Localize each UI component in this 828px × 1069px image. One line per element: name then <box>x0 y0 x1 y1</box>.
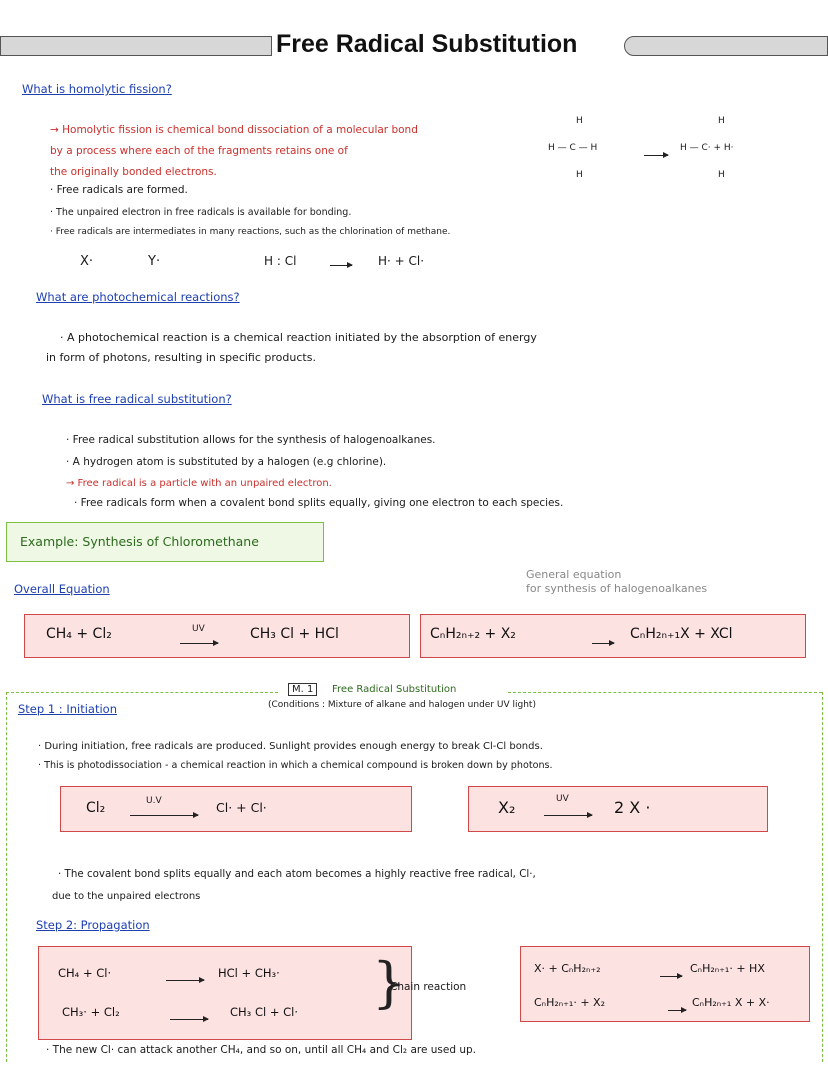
radical-bottom-h: H <box>718 170 725 180</box>
init-bullet-1: · During initiation, free radicals are produced. Sunlight provides enough energy to break Cl-Cl bonds. <box>38 741 543 752</box>
homolytic-bullet-2: · The unpaired electron in free radicals is available for bonding. <box>50 207 352 218</box>
prop-g1-right: CₙH₂ₙ₊₁· + HX <box>690 962 765 975</box>
init-eq2-arrow <box>540 808 596 821</box>
example-label: Example: Synthesis of Chloromethane <box>20 534 259 549</box>
chain-reaction-label: Chain reaction <box>390 981 467 993</box>
methane-bottom-h: H <box>576 170 583 180</box>
methane-top-h: H <box>576 116 583 126</box>
methane-arrow <box>640 148 672 161</box>
m1-conditions: (Conditions : Mixture of alkane and halogen under UV light) <box>268 700 536 710</box>
init-eq1-right: Cl· + Cl· <box>216 800 267 815</box>
general-eq-right: CₙH₂ₙ₊₁X + XCl <box>630 626 733 642</box>
step2-label: Step 2: Propagation <box>36 918 150 932</box>
prop-eq1-left: CH₄ + Cl· <box>58 966 112 980</box>
prop-eq2-left: CH₃· + Cl₂ <box>62 1005 120 1019</box>
m1-dash-right <box>508 692 822 693</box>
prop-g2-right: CₙH₂ₙ₊₁ X + X· <box>692 996 770 1009</box>
prop-eq1-arrow <box>162 973 208 986</box>
general-note-1: General equation <box>526 568 622 581</box>
question-photochemical: What are photochemical reactions? <box>36 290 240 304</box>
hcl-right: H· + Cl· <box>378 254 425 268</box>
frs-bullet-1: · Free radical substitution allows for the synthesis of halogenoalkanes. <box>66 434 436 446</box>
overall-eq-arrow <box>176 636 222 649</box>
init-note-1: · The covalent bond splits equally and each atom becomes a highly reactive free radical, Cl·, <box>58 868 536 880</box>
prop-eq1-right: HCl + CH₃· <box>218 966 280 980</box>
frs-bullet-4: · Free radicals form when a covalent bond splits equally, giving one electron to each species. <box>74 497 564 509</box>
init-eq2-right: 2 X · <box>614 798 651 817</box>
prop-g1-left: X· + CₙH₂ₙ₊₂ <box>534 962 601 975</box>
m1-dash-left <box>6 692 278 693</box>
init-note-2: due to the unpaired electrons <box>52 891 201 902</box>
homolytic-def-2: by a process where each of the fragments retains one of <box>50 145 348 157</box>
m1-right-border <box>822 692 823 1062</box>
overall-equation-label: Overall Equation <box>14 582 110 596</box>
chain-brace: } <box>372 951 407 1014</box>
init-eq2-left: X₂ <box>498 798 516 817</box>
question-homolytic: What is homolytic fission? <box>22 82 172 96</box>
homolytic-def-1: → Homolytic fission is chemical bond dissociation of a molecular bond <box>50 124 418 136</box>
init-eq1-arrow <box>126 808 202 821</box>
general-note-2: for synthesis of halogenoalkanes <box>526 582 708 595</box>
title-bar-right <box>624 36 828 56</box>
overall-eq-right: CH₃ Cl + HCl <box>250 626 339 642</box>
x-radical: X· <box>80 254 94 269</box>
init-eq2-uv: UV <box>556 794 569 804</box>
title-bar-left <box>0 36 272 56</box>
methane-left: H — C — H <box>548 143 598 153</box>
prop-g2-arrow <box>664 1003 690 1016</box>
footer-note: · The new Cl· can attack another CH₄, and so on, until all CH₄ and Cl₂ are used up. <box>46 1044 477 1056</box>
general-eq-arrow <box>588 636 618 649</box>
homolytic-bullet-1: · Free radicals are formed. <box>50 184 188 196</box>
init-eq1-uv: U.V <box>146 796 162 806</box>
prop-g2-left: CₙH₂ₙ₊₁· + X₂ <box>534 996 605 1009</box>
question-frs: What is free radical substitution? <box>42 392 232 406</box>
photo-line-1: · A photochemical reaction is a chemical reaction initiated by the absorption of energy <box>60 331 537 344</box>
init-eq1-left: Cl₂ <box>86 800 106 816</box>
prop-eq2-arrow <box>166 1012 212 1025</box>
page-title: Free Radical Substitution <box>276 30 578 58</box>
m1-title: Free Radical Substitution <box>332 684 457 695</box>
overall-eq-uv: UV <box>192 624 205 634</box>
homolytic-bullet-3: · Free radicals are intermediates in many reactions, such as the chlorination of methane. <box>50 227 451 237</box>
frs-bullet-3: → Free radical is a particle with an unpaired electron. <box>66 478 332 489</box>
radical-right: H — C· + H· <box>680 143 734 153</box>
y-radical: Y· <box>148 254 161 269</box>
general-eq-left: CₙH₂ₙ₊₂ + X₂ <box>430 626 516 642</box>
hcl-left: H : Cl <box>264 254 297 268</box>
prop-g1-arrow <box>656 969 686 982</box>
step1-label: Step 1 : Initiation <box>18 702 117 716</box>
radical-top-h: H <box>718 116 725 126</box>
m1-tag: M. 1 <box>288 683 317 696</box>
prop-box-left <box>38 946 412 1040</box>
m1-left-border <box>6 692 7 1062</box>
init-bullet-2: · This is photodissociation - a chemical reaction in which a chemical compound is broken down by photons. <box>38 760 553 771</box>
overall-eq-left: CH₄ + Cl₂ <box>46 626 112 642</box>
prop-eq2-right: CH₃ Cl + Cl· <box>230 1005 298 1019</box>
hcl-arrow <box>326 258 356 271</box>
homolytic-def-3: the originally bonded electrons. <box>50 166 217 178</box>
photo-line-2: in form of photons, resulting in specific products. <box>46 351 316 364</box>
frs-bullet-2: · A hydrogen atom is substituted by a halogen (e.g chlorine). <box>66 456 387 468</box>
